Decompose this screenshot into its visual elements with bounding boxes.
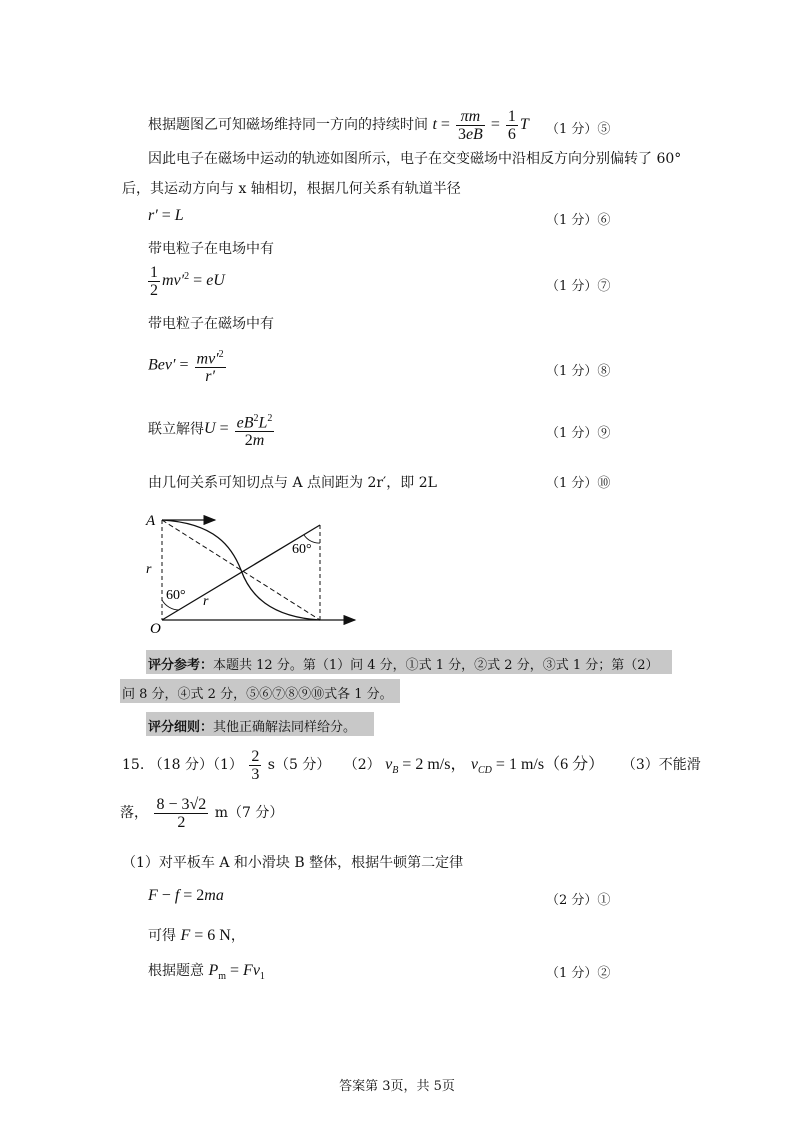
eq-lorentz: Bev′ = $\frac{mv'^2}{r'}$ — [148, 346, 228, 385]
label-O: O — [150, 621, 161, 637]
mark-8: （1 分）⑧ — [546, 364, 611, 379]
mark-10: （1 分）⑩ — [546, 476, 611, 491]
label-A: A — [146, 513, 156, 529]
eq-energy: $\frac{1}{2}$ $mv'^2$ = eU — [150, 264, 225, 299]
trajectory-diagram — [140, 505, 370, 640]
q15-answer-line1: 15. （18 分）（1） $\frac{2}{3}$ s（5 分） （2） $v_B = 2$ m/s， $v_{CD} = 1$ m/s（6 分） （3）不能滑 — [122, 748, 701, 783]
mark-7: （1 分）⑦ — [546, 279, 611, 294]
line-radius: 后，其运动方向与 x 轴相切，根据几何关系有轨道半径 — [122, 181, 461, 197]
mark-5: （1 分）⑤ — [546, 122, 611, 137]
angle-label-left: 60° — [166, 588, 186, 603]
line-electric-field: 带电粒子在电场中有 — [148, 241, 274, 257]
q15-answer-line2: 落， $\frac{8 - 3√2}{2}$ m（7 分） — [120, 796, 284, 831]
line-solve: 联立解得U = $\frac{eB^2L^2}{2m}$ — [148, 410, 276, 449]
radius-line-diagonal — [162, 525, 320, 620]
label-r-bottom: r — [203, 594, 209, 609]
eq-power: 根据题意 $P_m = Fv_1$ — [148, 962, 265, 983]
angle-label-right: 60° — [292, 542, 312, 557]
line-distance: 由几何关系可知切点与 A 点间距为 2r′，即 2L — [148, 475, 437, 491]
eq-r-equals-L: r′ = L — [148, 207, 184, 224]
mark-q15-1: （2 分）① — [546, 893, 611, 908]
mark-q15-2: （1 分）② — [546, 966, 611, 981]
label-r-left: r — [146, 562, 152, 577]
line-magnetic-field: 带电粒子在磁场中有 — [148, 316, 274, 332]
mark-9: （1 分）⑨ — [546, 426, 611, 441]
eq-newton: F − f = 2ma — [148, 887, 224, 904]
scoring-rules: 评分细则：其他正确解法同样给分。 — [148, 720, 357, 735]
line-trajectory: 因此电子在磁场中运动的轨迹如图所示，电子在交变磁场中沿相反方向分别偏转了 60° — [148, 151, 682, 167]
scoring-reference-line2: 问 8 分，④式 2 分，⑤⑥⑦⑧⑨⑩式各 1 分。 — [122, 687, 393, 702]
eq-force-value: 可得 F = 6 N， — [148, 927, 245, 944]
page-footer: 答案第 3页，共 5页 — [339, 1079, 455, 1094]
mark-6: （1 分）⑥ — [546, 213, 611, 228]
line-time: 根据题图乙可知磁场维持同一方向的持续时间 t = $\frac{\pi m}{3eB}$ = $\frac{1}{6}$ T — [148, 108, 529, 143]
q15-solution-intro: （1）对平板车 A 和小滑块 B 整体，根据牛顿第二定律 — [122, 855, 464, 871]
scoring-reference-line1: 评分参考：本题共 12 分。第（1）问 4 分，①式 1 分，②式 2 分，③式 1 分；第（2） — [148, 658, 659, 673]
